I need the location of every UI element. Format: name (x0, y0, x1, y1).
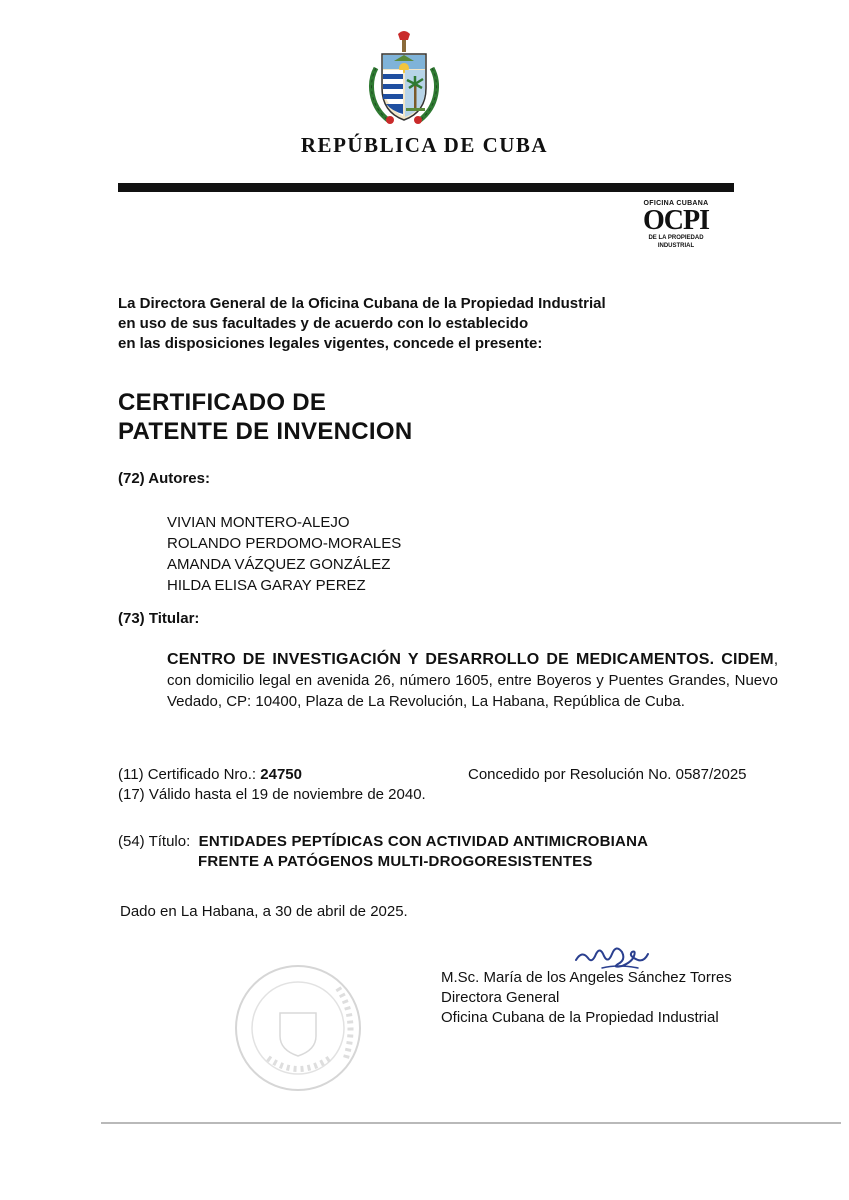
validity-line: (17) Válido hasta el 19 de noviembre de 2040. (118, 786, 426, 803)
titular-label: (73) Titular: (118, 610, 200, 627)
authors-list (167, 512, 401, 596)
bottom-divider (101, 1122, 841, 1124)
intro-line-3: en las disposiciones legales vigentes, concede el presente: (118, 335, 543, 352)
certificate-number: 24750 (260, 766, 302, 783)
official-seal-icon (218, 958, 378, 1098)
holder-address: , con domicilio legal en avenida 26, número 1605, entre Boyeros y Puentes Grandes, Nuevo Vedado, CP: 10400, Plaza de La Revolución, La Habana, República de Cuba. (167, 651, 778, 710)
author-name: ROLANDO PERDOMO-MORALES (167, 535, 402, 552)
certificate-title-line-2: PATENTE DE INVENCION (118, 418, 413, 445)
intro-line-2: en uso de sus facultades y de acuerdo con lo establecido (118, 315, 529, 332)
author-name: AMANDA VÁZQUEZ GONZÁLEZ (167, 556, 391, 573)
certificate-number-label: (11) Certificado Nro.: (118, 766, 257, 783)
resolution-line: Concedido por Resolución No. 0587/2025 (468, 766, 747, 783)
certificate-number-line (118, 766, 302, 783)
intro-paragraph (118, 294, 738, 354)
author-name: VIVIAN MONTERO-ALEJO (167, 514, 350, 531)
signer-position: Directora General (441, 989, 560, 1006)
certificate-title (118, 388, 618, 446)
signer-organization: Oficina Cubana de la Propiedad Industrial (441, 1009, 719, 1026)
signer-block (441, 968, 732, 1028)
holder-name: CENTRO DE INVESTIGACIÓN Y DESARROLLO DE MEDICAMENTOS. CIDEM (167, 651, 774, 668)
author-name: HILDA ELISA GARAY PEREZ (167, 577, 366, 594)
invention-title-line-1: ENTIDADES PEPTÍDICAS CON ACTIVIDAD ANTIMICROBIANA (198, 833, 649, 850)
country-title: REPÚBLICA DE CUBA (300, 133, 549, 157)
header-divider (118, 183, 734, 192)
logo-mark: OCPI (643, 205, 709, 236)
logo-bottom-text: DE LA PROPIEDAD INDUSTRIAL (648, 235, 704, 249)
titular-paragraph (167, 649, 778, 712)
issue-date-line: Dado en La Habana, a 30 de abril de 2025. (120, 903, 408, 920)
certificate-title-line-1: CERTIFICADO DE (118, 389, 327, 416)
invention-title-line-2: FRENTE A PATÓGENOS MULTI-DROGORESISTENTES (198, 853, 593, 870)
ocpi-logo (636, 200, 716, 286)
authors-label: (72) Autores: (118, 470, 210, 487)
logo-top-text: OFICINA CUBANA (643, 200, 709, 207)
signer-name: M.Sc. María de los Angeles Sánchez Torres (441, 969, 732, 986)
cuba-coat-of-arms-icon (362, 28, 446, 128)
intro-line-1: La Directora General de la Oficina Cubana de la Propiedad Industrial (118, 295, 606, 312)
invention-title-label: (54) Título: (118, 833, 191, 850)
